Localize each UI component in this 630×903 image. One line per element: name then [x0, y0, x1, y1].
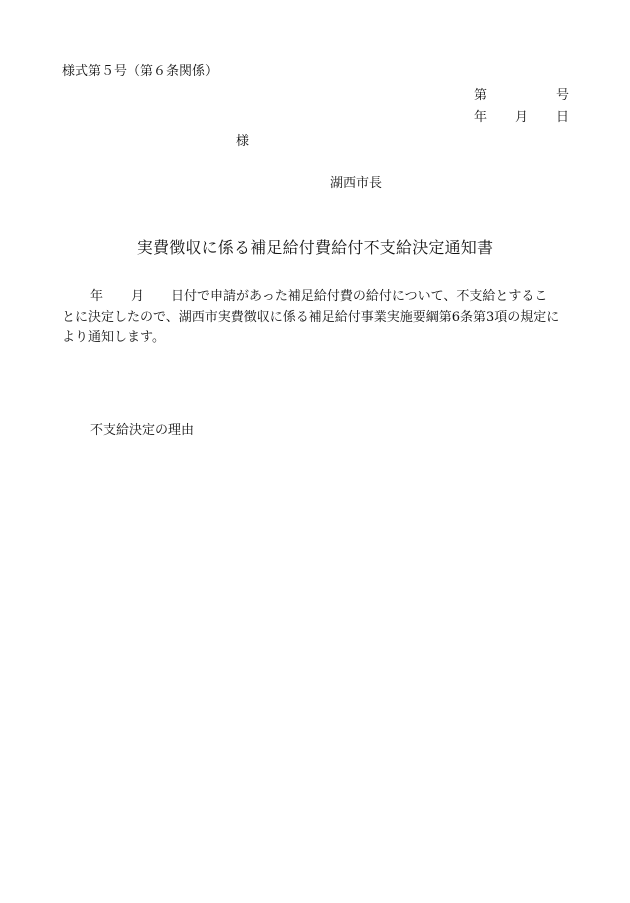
form-number: 様式第５号（第６条関係） [62, 64, 219, 79]
body-year: 年 [90, 289, 104, 304]
date-day: 日 [556, 110, 570, 125]
body-line-1-text: 日付で申請があった補足給付費の給付について、不支給とするこ [171, 289, 548, 304]
addressee: 様 [236, 134, 250, 149]
reason-label: 不支給決定の理由 [90, 423, 195, 438]
body-line-3: より通知します。 [62, 330, 165, 345]
date-year: 年 [474, 110, 488, 125]
date-month: 月 [515, 110, 529, 125]
body-line-2: とに決定したので、湖西市実費徴収に係る補足給付事業実施要綱第6条第3項の規定に [62, 310, 560, 325]
document-title: 実費徴収に係る補足給付費給付不支給決定通知書 [136, 238, 494, 257]
number-prefix: 第 [474, 88, 488, 103]
body-month: 月 [131, 289, 145, 304]
number-suffix: 号 [556, 88, 570, 103]
issuer: 湖西市長 [330, 176, 383, 191]
